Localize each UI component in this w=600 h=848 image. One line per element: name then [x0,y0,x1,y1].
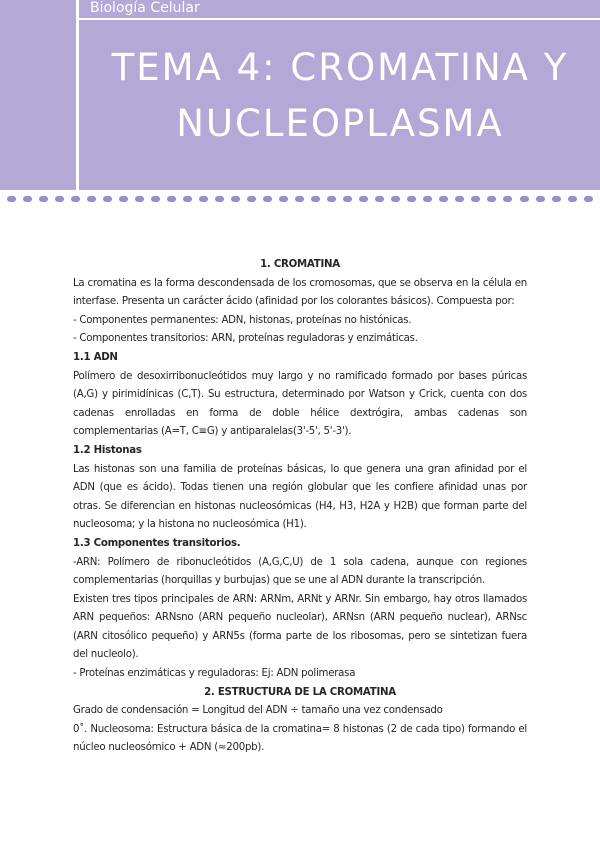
divider-dot [311,196,320,202]
divider-dot [295,196,304,202]
divider-dot [536,196,545,202]
subsection-heading: 1.2 Histonas [73,444,142,456]
divider-dot [231,196,240,202]
divider-dot [520,196,529,202]
divider-dot [183,196,192,202]
dotted-divider [0,196,600,204]
divider-dot [439,196,448,202]
paragraph: Polímero de desoxirribonucleótidos muy largo y no ramificado formado por bases púricas (A,G) y pirimidínicas (C,T). Su estructura, determinado por Watson y Crick, cuenta con dos cadenas enrolladas en forma de doble hélice dextrógira, ambas cadenas son complementarias (A=T, C≡G) y antiparalelas(3'-5', 5'-3'). [73,370,527,438]
divider-dot [199,196,208,202]
divider-dot [151,196,160,202]
section-heading: 2. ESTRUCTURA DE LA CROMATINA [204,686,396,698]
divider-dot [584,196,593,202]
divider-dot [343,196,352,202]
paragraph: - Proteínas enzimáticas y reguladoras: Ej: ADN polimerasa [73,668,356,680]
divider-dot [215,196,224,202]
divider-dot [455,196,464,202]
paragraph: Grado de condensación = Longitud del ADN ÷ tamaño una vez condensado [73,705,443,717]
subsection-heading: 1.1 ADN [73,351,118,363]
divider-dot [568,196,577,202]
divider-dot [391,196,400,202]
paragraph: Las histonas son una familia de proteínas básicas, lo que genera una gran afinidad por el ADN (que es ácido). Todas tienen una región globular que les confiere afinidad unas por otras. Se diferencian en histonas nucleosómicas (H4, H3, H2A y H2B) que forman parte del nucleosoma; y la histona no nucleosómica (H1). [73,463,527,531]
subsection-heading: 1.3 Componentes transitorios. [73,537,241,549]
header-horizontal-rule [76,18,600,20]
header-vertical-rule [76,0,79,190]
divider-dot [39,196,48,202]
divider-dot [55,196,64,202]
divider-dot [87,196,96,202]
divider-dot [407,196,416,202]
divider-dot [103,196,112,202]
divider-dot [471,196,480,202]
divider-dot [71,196,80,202]
title-line-1: TEMA 4: CROMATINA Y [111,46,569,89]
divider-dot [119,196,128,202]
divider-dot [279,196,288,202]
divider-dot [423,196,432,202]
divider-dot [135,196,144,202]
paragraph: Existen tres tipos principales de ARN: ARNm, ARNt y ARNr. Sin embargo, hay otros llamados ARN pequeños: ARNsno (ARN pequeño nucleolar), ARNsn (ARN pequeño nuclear), ARNsc (ARN citosólico pequeño) y ARN5s (forma parte de los ribosomas, pero se sintetizan fuera del nucleolo). [73,593,527,661]
title-line-2: NUCLEOPLASMA [176,102,504,145]
divider-dot [327,196,336,202]
list-item: - Componentes transitorios: ARN, proteínas reguladoras y enzimáticas. [73,333,418,345]
header-banner [0,0,600,190]
divider-dot [23,196,32,202]
page-title [80,40,600,152]
paragraph: 0˚. Nucleosoma: Estructura básica de la cromatina= 8 histonas (2 de cada tipo) formando el núcleo nucleosómico + ADN (≈200pb). [73,723,527,754]
divider-dot [7,196,16,202]
subject-label: Biología Celular [90,0,200,16]
divider-dot [167,196,176,202]
paragraph: -ARN: Polímero de ribonucleótidos (A,G,C,U) de 1 sola cadena, aunque con regiones complementarias (horquillas y burbujas) que se une al ADN durante la transcripción. [73,556,527,587]
section-heading: 1. CROMATINA [260,259,340,270]
document-body [73,256,527,758]
list-item: - Componentes permanentes: ADN, histonas, proteínas no histónicas. [73,314,412,326]
divider-dot [359,196,368,202]
divider-dot [263,196,272,202]
divider-dot [247,196,256,202]
divider-dot [375,196,384,202]
divider-dot [487,196,496,202]
divider-dot [503,196,512,202]
paragraph: La cromatina es la forma descondensada de los cromosomas, que se observa en la célula en interfase. Presenta un carácter ácido (afinidad por los colorantes básicos). Compuesta por: [73,277,527,308]
divider-dot [552,196,561,202]
